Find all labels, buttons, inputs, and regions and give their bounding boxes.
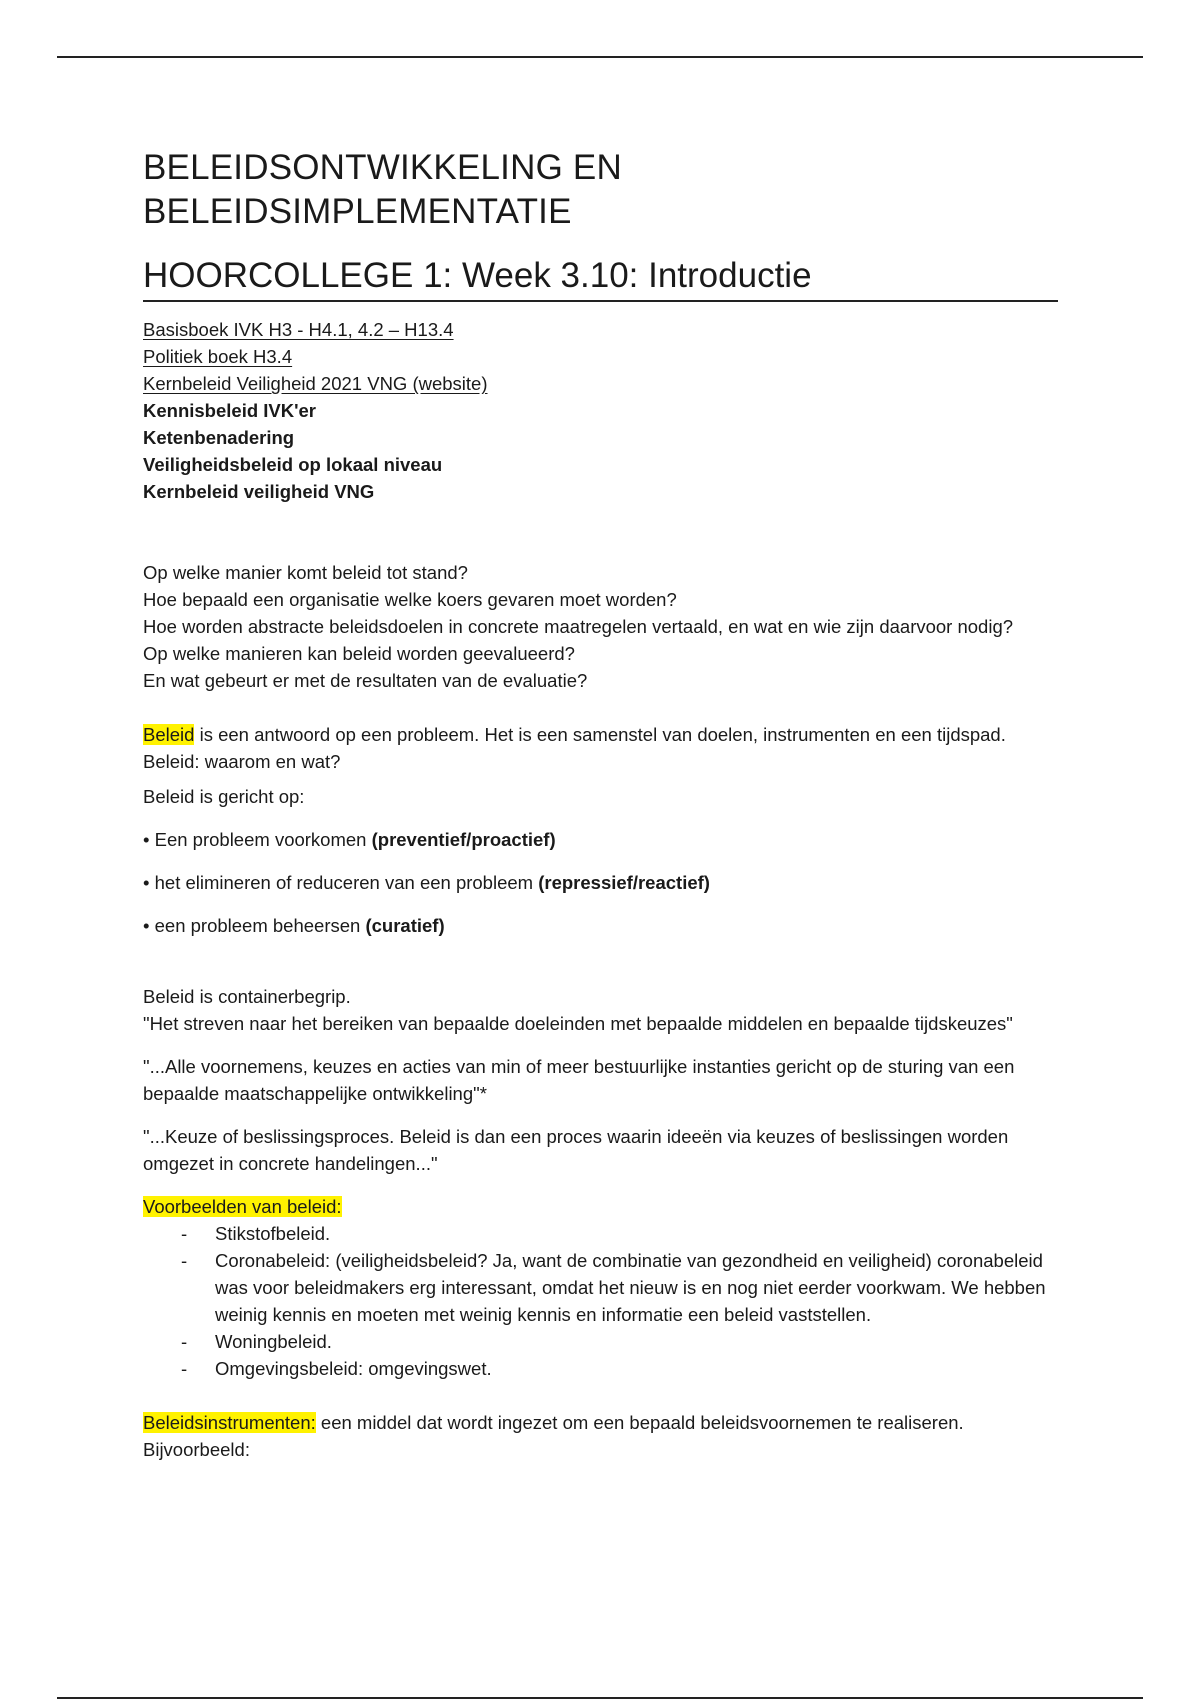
voorbeelden-list xyxy=(143,1220,1058,1382)
highlight-term: Beleid xyxy=(143,724,195,745)
question: Hoe bepaald een organisatie welke koers gevaren moet worden? xyxy=(143,589,677,610)
quote: "Het streven naar het bereiken van bepaalde doeleinden met bepaalde middelen en bepaalde tijdskeuzes" xyxy=(143,1013,1013,1034)
question: Op welke manieren kan beleid worden geevalueerd? xyxy=(143,643,575,664)
reference-item: Basisboek IVK H3 - H4.1, 4.2 – H13.4 xyxy=(143,319,454,340)
beleid-waarom: Beleid: waarom en wat? xyxy=(143,751,341,772)
question-list xyxy=(143,559,1058,694)
list-item: - Omgevingsbeleid: omgevingswet. xyxy=(181,1358,492,1379)
top-page-rule xyxy=(57,56,1143,58)
voorbeelden-heading: Voorbeelden van beleid: xyxy=(143,1196,342,1217)
bullet-item: • een probleem beheersen (curatief) xyxy=(143,915,445,936)
list-item: - Woningbeleid. xyxy=(181,1331,332,1352)
beleid-definition: Beleid is een antwoord op een probleem. Het is een samenstel van doelen, instrumenten en een tijdspad. xyxy=(143,724,1006,745)
question: En wat gebeurt er met de resultaten van de evaluatie? xyxy=(143,670,588,691)
gericht-op-heading: Beleid is gericht op: xyxy=(143,786,305,807)
list-item: - Stikstofbeleid. xyxy=(181,1223,331,1244)
question: Hoe worden abstracte beleidsdoelen in concrete maatregelen vertaald, en wat en wie zijn daarvoor nodig? xyxy=(143,616,1014,637)
document-body xyxy=(143,146,1058,1463)
reference-list xyxy=(143,316,1058,397)
document-title: BELEIDSONTWIKKELING EN BELEIDSIMPLEMENTATIE xyxy=(143,148,622,231)
highlight-term: Beleidsinstrumenten: xyxy=(143,1412,316,1433)
topic-item: Ketenbenadering xyxy=(143,427,295,448)
question: Op welke manier komt beleid tot stand? xyxy=(143,562,468,583)
topic-item: Kennisbeleid IVK'er xyxy=(143,400,317,421)
reference-item: Politiek boek H3.4 xyxy=(143,346,293,367)
document-subtitle: HOORCOLLEGE 1: Week 3.10: Introductie xyxy=(143,254,1058,302)
topic-list xyxy=(143,397,1058,505)
instrumenten-definition: Beleidsinstrumenten: een middel dat wordt ingezet om een bepaald beleidsvoornemen te realiseren. xyxy=(143,1412,964,1433)
bottom-page-rule xyxy=(57,1697,1143,1699)
bijvoorbeeld-line: Bijvoorbeeld: xyxy=(143,1439,250,1460)
bullet-item: • Een probleem voorkomen (preventief/proactief) xyxy=(143,829,556,850)
topic-item: Veiligheidsbeleid op lokaal niveau xyxy=(143,454,443,475)
reference-item: Kernbeleid Veiligheid 2021 VNG (website) xyxy=(143,373,488,394)
list-item: - Coronabeleid: (veiligheidsbeleid? Ja, want de combinatie van gezondheid en veiligheid) coronabeleid was voor beleidmakers erg interessant, omdat het nieuw is en nog niet eerder voorkwam. We hebben weinig kennis en moeten met weinig kennis en informatie een beleid vaststellen. xyxy=(181,1250,1046,1325)
bullet-item: • het elimineren of reduceren van een probleem (repressief/reactief) xyxy=(143,872,710,893)
quote: "...Alle voornemens, keuzes en acties van min of meer bestuurlijke instanties gericht op de sturing van een bepaalde maatschappelijke ontwikkeling"* xyxy=(143,1056,1015,1104)
topic-item: Kernbeleid veiligheid VNG xyxy=(143,481,375,502)
container-line: Beleid is containerbegrip. xyxy=(143,986,351,1007)
quote: "...Keuze of beslissingsproces. Beleid is dan een proces waarin ideeën via keuzes of beslissingen worden omgezet in concrete handelingen..." xyxy=(143,1126,1009,1174)
